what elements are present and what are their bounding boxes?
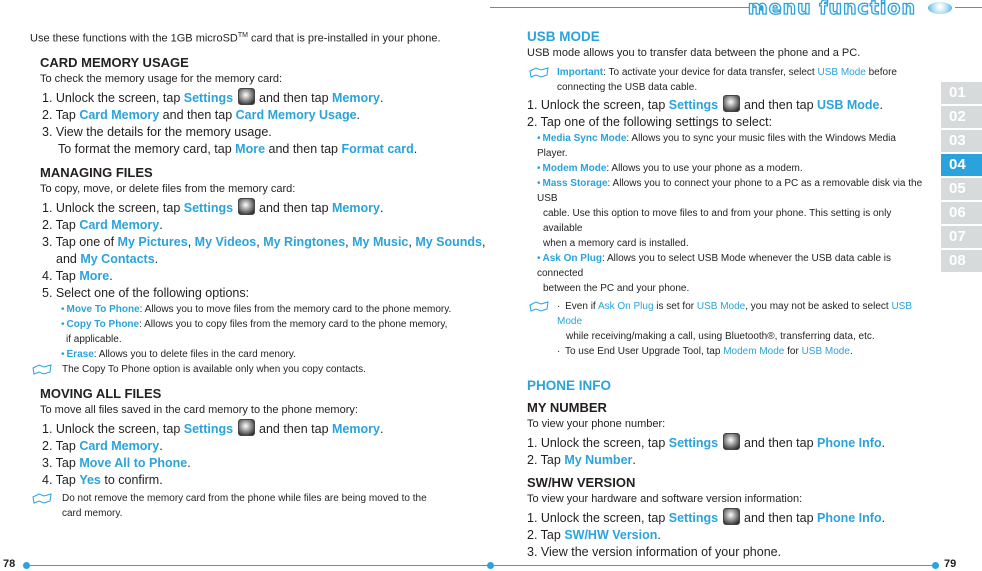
chapter-tab-active[interactable]: 04: [941, 154, 982, 176]
step: 3. Tap one of My Pictures, My Videos, My Ringtones, My Music, My Sounds,: [42, 234, 486, 249]
step: 1. Unlock the screen, tap Settings and then tap Memory.: [42, 419, 470, 438]
option-item-cont: when a memory card is installed.: [543, 238, 689, 249]
step: 2. Tap one of the following settings to select:: [527, 115, 773, 129]
note-icon: [32, 364, 52, 375]
step: 2. Tap SW/HW Version.: [527, 528, 661, 542]
card-memory-heading: CARD MEMORY USAGE: [40, 54, 189, 70]
bottom-rule-dot-right: [932, 562, 939, 569]
note-icon: [529, 301, 549, 312]
top-rule-right: [955, 7, 982, 8]
settings-icon: [238, 419, 255, 436]
settings-icon: [238, 198, 255, 215]
settings-icon: [723, 95, 740, 112]
section-desc: To check the memory usage for the memory card:: [40, 72, 283, 85]
chapter-tab[interactable]: 08: [941, 250, 982, 272]
my-number-heading: MY NUMBER: [527, 400, 607, 415]
step: 1. Unlock the screen, tap Settings and then tap USB Mode.: [527, 95, 927, 114]
top-rule: [490, 7, 762, 8]
chapter-tab[interactable]: 06: [941, 202, 982, 224]
step: 2. Tap Card Memory.: [42, 438, 163, 453]
step: 4. Tap Yes to confirm.: [42, 472, 163, 487]
chapter-tabs: [941, 82, 982, 274]
managing-files-heading: MANAGING FILES: [40, 164, 153, 180]
note: Do not remove the memory card from the phone while files are being moved to the card memory.: [30, 491, 470, 521]
chapter-tab[interactable]: 03: [941, 130, 982, 152]
chapter-tab[interactable]: 01: [941, 82, 982, 104]
note-icon: [529, 67, 549, 78]
note-icon: [32, 493, 52, 504]
settings-icon: [723, 433, 740, 450]
step-cont: and My Contacts.: [56, 251, 159, 266]
option-item: • Copy To Phone: Allows you to copy files from the memory card to the phone memory,: [61, 318, 448, 330]
important-note: Important: To activate your device for data transfer, select USB Mode before connecting the USB data cable.: [527, 65, 927, 95]
step-cont: To format the memory card, tap More and then tap Format card.: [58, 141, 418, 156]
left-column: [30, 27, 486, 521]
intro-text: Use these functions with the 1GB microSD™ card that is pre-installed in your phone.: [30, 32, 441, 45]
step: 2. Tap Card Memory.: [42, 217, 163, 232]
phone-info-heading: PHONE INFO: [527, 378, 612, 393]
sw-hw-version-heading: SW/HW VERSION: [527, 475, 636, 490]
option-item: • Modem Mode: Allows you to use your phone as a modem.: [537, 163, 803, 174]
step: 2. Tap Card Memory and then tap Card Memory Usage.: [42, 107, 361, 122]
bottom-rule-dot-left: [23, 562, 30, 569]
option-item: • Move To Phone: Allows you to move files from the memory card to the phone memory.: [61, 303, 452, 315]
note: The Copy To Phone option is available only when you copy contacts.: [30, 362, 470, 377]
chapter-tab[interactable]: 05: [941, 178, 982, 200]
moving-files-section: [30, 385, 470, 419]
usb-mode-heading: USB MODE: [527, 29, 600, 44]
title-bubble-icon: [928, 2, 952, 14]
option-item-cont: cable. Use this option to move files to and from your phone. This setting is only available: [543, 208, 892, 234]
page-title: menu function: [747, 0, 916, 19]
step: 1. Unlock the screen, tap Settings and then tap Memory.: [42, 88, 470, 107]
settings-icon: [238, 88, 255, 105]
step: 3. View the version information of your phone.: [527, 545, 782, 559]
step: 3. Tap Move All to Phone.: [42, 455, 191, 470]
section-desc: To copy, move, or delete files from the memory card:: [40, 182, 296, 195]
bottom-rule-dot-center: [487, 562, 494, 569]
section-desc: USB mode allows you to transfer data between the phone and a PC.: [527, 47, 861, 59]
step: 1. Unlock the screen, tap Settings and then tap Memory.: [42, 198, 470, 217]
option-item: • Media Sync Mode: Allows you to sync your music files with the Windows Media Player.: [537, 133, 896, 159]
step: 4. Tap More.: [42, 268, 113, 283]
step: 3. View the details for the memory usage.: [42, 124, 272, 139]
moving-files-heading: MOVING ALL FILES: [40, 385, 162, 401]
section-desc: To move all files saved in the card memory to the phone memory:: [40, 403, 358, 416]
note: · Even if Ask On Plug is set for USB Mode, you may not be asked to select USB Mode while receiving/making a call, using Bluetooth®, transferring data, etc. · To use End User Upgrade Tool, tap Modem Mode for USB Mode.: [527, 299, 927, 359]
step: 5. Select one of the following options:: [42, 285, 250, 300]
step: 1. Unlock the screen, tap Settings and then tap Phone Info.: [527, 508, 927, 527]
option-item: • Erase: Allows you to delete files in the card menory.: [61, 348, 296, 360]
option-item: • Mass Storage: Allows you to connect your phone to a PC as a removable disk via the USB: [537, 178, 923, 204]
page-number-left: 78: [3, 558, 16, 570]
card-memory-section: [30, 54, 470, 88]
option-item: • Ask On Plug: Allows you to select USB Mode whenever the USB data cable is connected: [537, 253, 892, 279]
managing-files-section: [30, 164, 470, 198]
chapter-tab[interactable]: 02: [941, 106, 982, 128]
option-item-cont: between the PC and your phone.: [543, 283, 690, 294]
settings-icon: [723, 508, 740, 525]
chapter-tab[interactable]: 07: [941, 226, 982, 248]
page-number-right: 79: [944, 558, 957, 570]
step: 1. Unlock the screen, tap Settings and then tap Phone Info.: [527, 433, 927, 452]
option-item-cont: if applicable.: [66, 333, 122, 345]
section-desc: To view your hardware and software version information:: [527, 493, 803, 505]
right-column: [527, 28, 927, 561]
bottom-rule: [26, 565, 936, 566]
step: 2. Tap My Number.: [527, 453, 636, 467]
section-desc: To view your phone number:: [527, 418, 666, 430]
